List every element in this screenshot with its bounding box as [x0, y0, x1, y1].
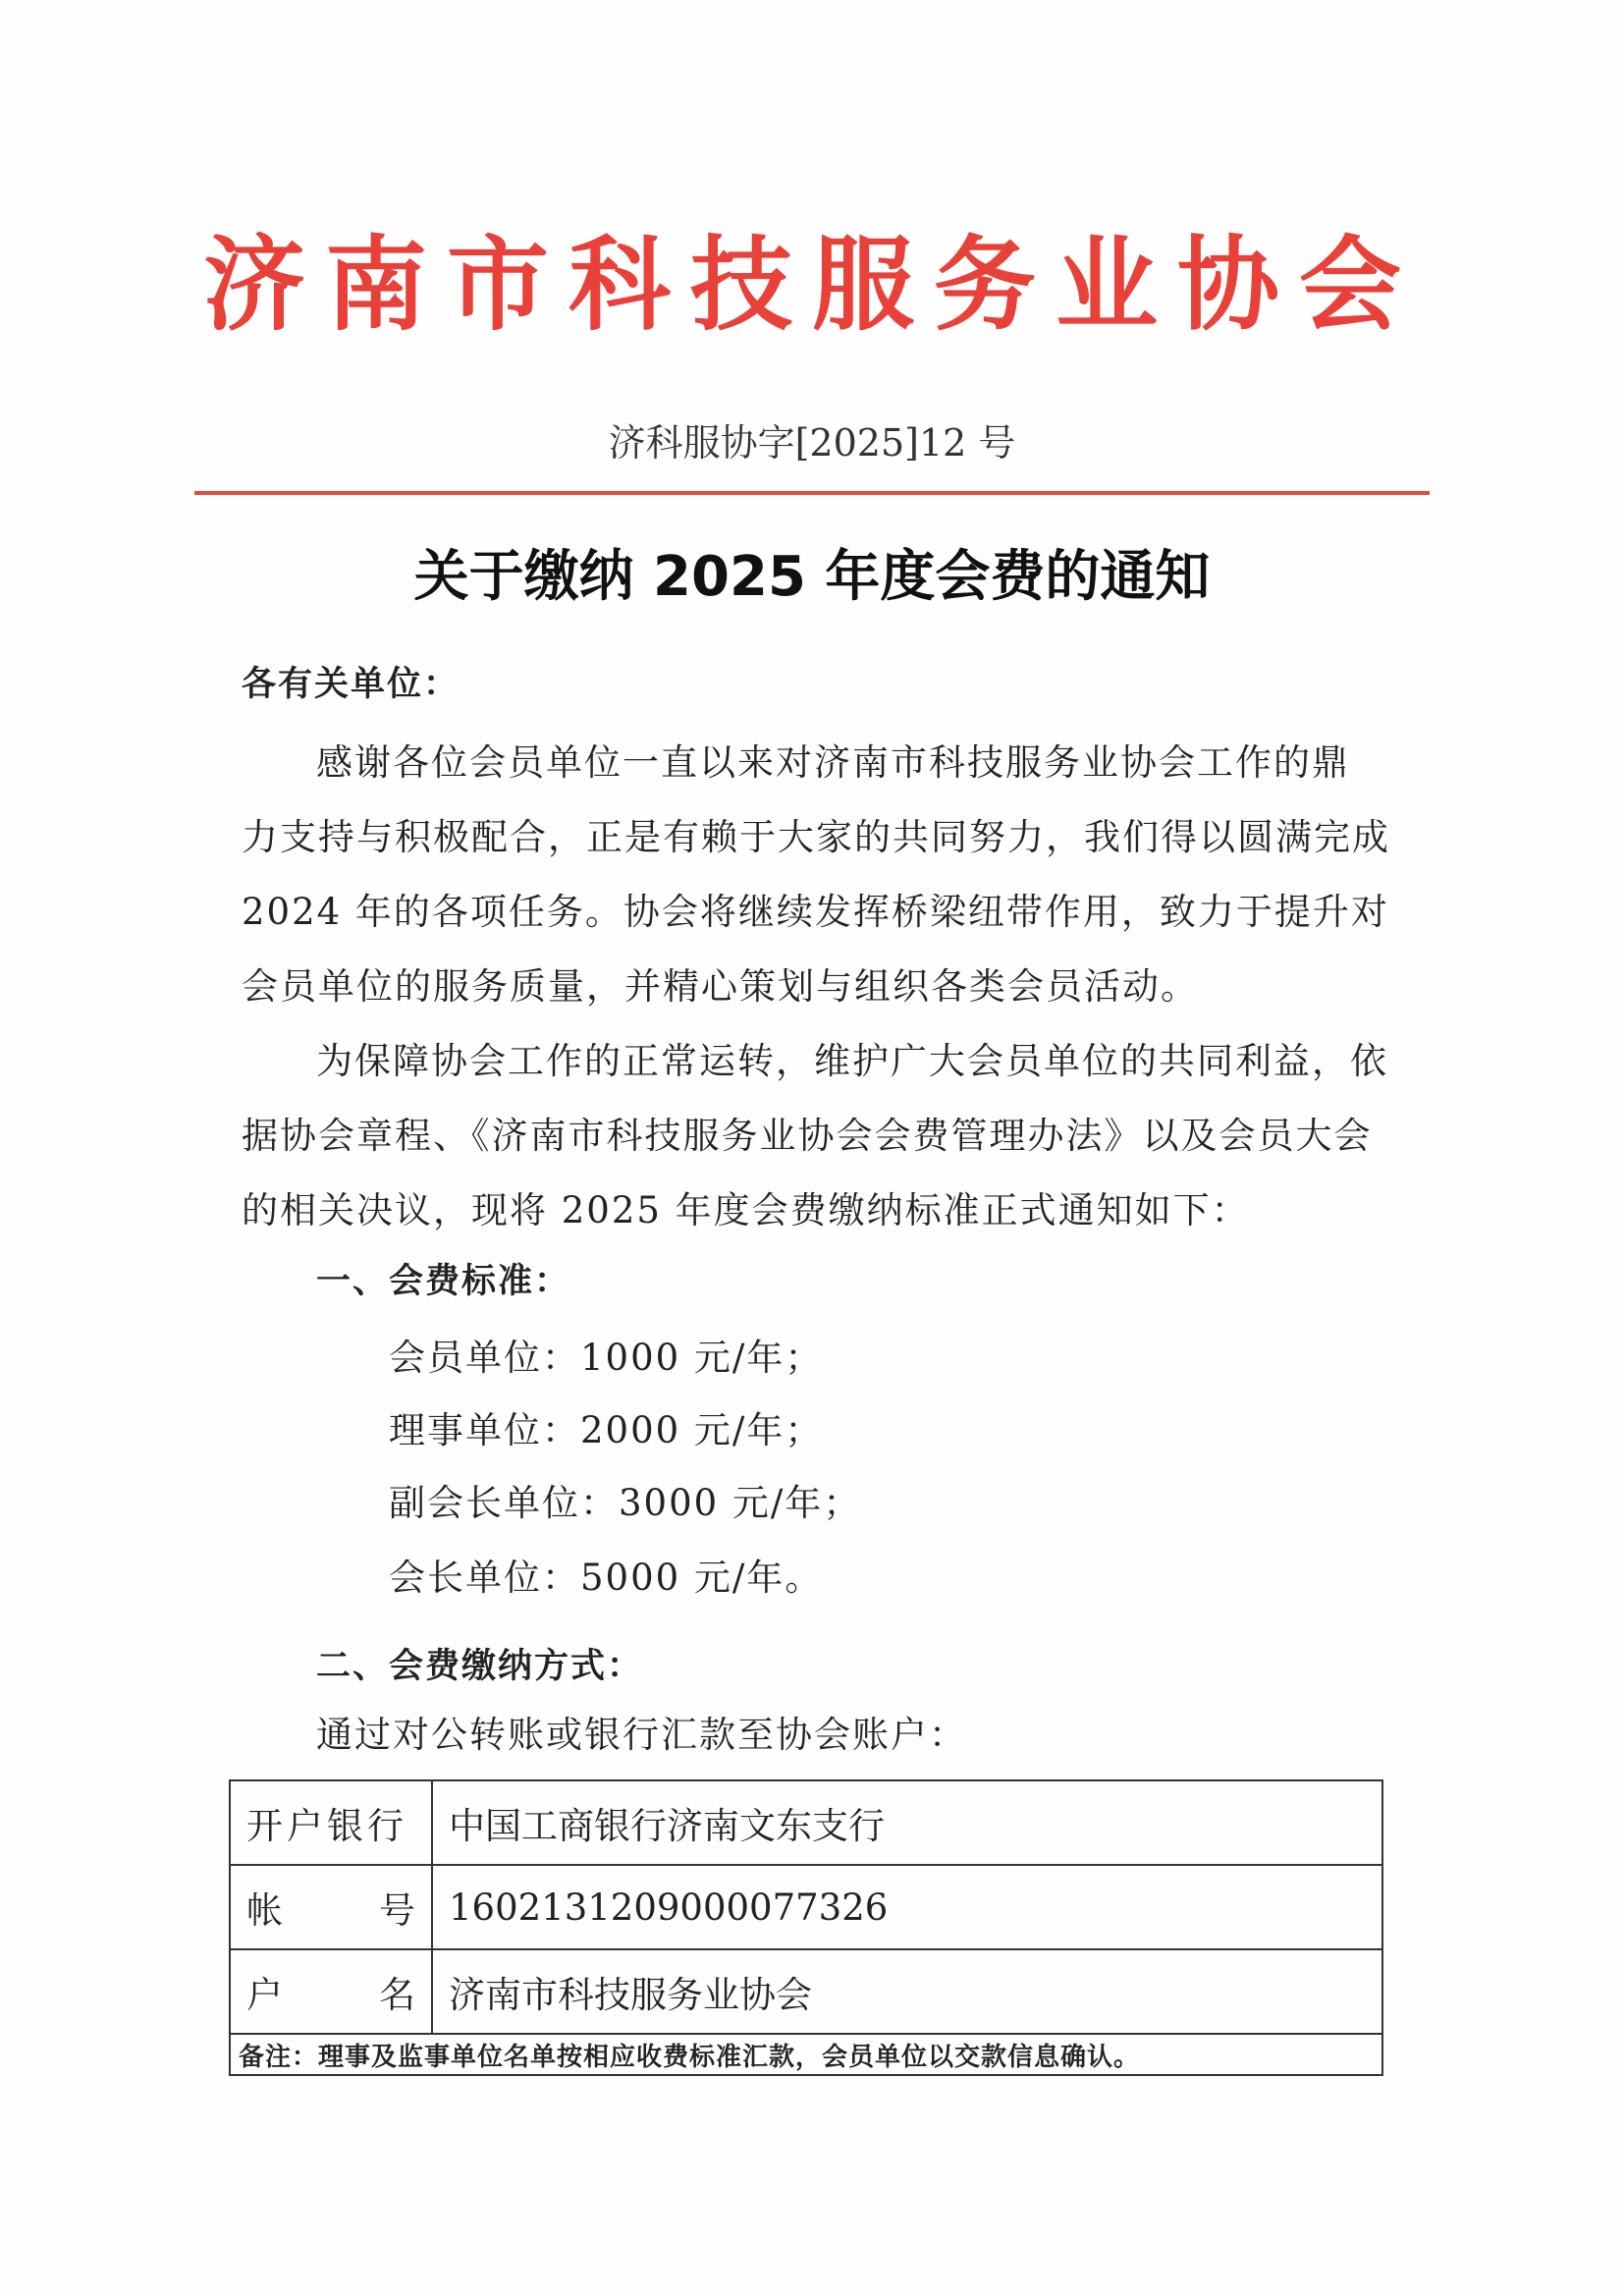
table-note-text: 备注：理事及监事单位名单按相应收费标准汇款，会员单位以交款信息确认。: [239, 2042, 1141, 2072]
paragraph-1-line: 力支持与积极配合，正是有赖于大家的共同努力，我们得以圆满完成: [242, 816, 1390, 858]
fee-item: 会长单位：5000 元/年。: [389, 1557, 824, 1599]
table-row: [230, 1780, 1382, 1865]
paragraph-1-line: 2024 年的各项任务。协会将继续发挥桥梁纽带作用，致力于提升对: [242, 891, 1389, 933]
table-note: [230, 2034, 1382, 2075]
account-name-label: 户名: [230, 1949, 432, 2034]
paragraph-2-line: 的相关决议，现将 2025 年度会费缴纳标准正式通知如下：: [242, 1189, 1250, 1231]
table-row: [230, 1865, 1382, 1949]
account-name-value: 济南市科技服务业协会: [432, 1949, 1382, 2034]
document-number: 济科服协字[2025]12 号: [608, 421, 1016, 465]
salutation: 各有关单位：: [242, 665, 460, 704]
payment-intro: 通过对公转账或银行汇款至协会账户：: [316, 1714, 967, 1756]
paragraph-1-line: 感谢各位会员单位一直以来对济南市科技服务业协会工作的鼎: [316, 741, 1350, 784]
notice-title: 关于缴纳 2025 年度会费的通知: [413, 545, 1211, 609]
fee-item: 理事单位：2000 元/年；: [389, 1409, 824, 1451]
bank-name-value: 中国工商银行济南文东支行: [432, 1780, 1382, 1865]
bank-account-table: [229, 1779, 1383, 2076]
table-row: [230, 2034, 1382, 2075]
red-divider: [194, 491, 1430, 495]
fee-item: 会员单位：1000 元/年；: [389, 1337, 824, 1379]
section-2-heading: 二、会费缴纳方式：: [316, 1647, 644, 1686]
section-1-heading: 一、会费标准：: [316, 1262, 571, 1301]
bank-name-label: 开户银行: [230, 1780, 432, 1865]
account-number-label: 帐号: [230, 1865, 432, 1949]
table-row: [230, 1949, 1382, 2034]
account-number-value: 1602131209000077326: [432, 1865, 1382, 1949]
paragraph-2-line: 为保障协会工作的正常运转，维护广大会员单位的共同利益，依: [316, 1040, 1388, 1082]
organization-name: 济南市科技服务业协会: [202, 225, 1421, 345]
paragraph-1-line: 会员单位的服务质量，并精心策划与组织各类会员活动。: [242, 965, 1199, 1008]
fee-item: 副会长单位：3000 元/年；: [389, 1482, 862, 1524]
paragraph-2-line: 据协会章程、《济南市科技服务业协会会费管理办法》以及会员大会: [242, 1115, 1373, 1157]
